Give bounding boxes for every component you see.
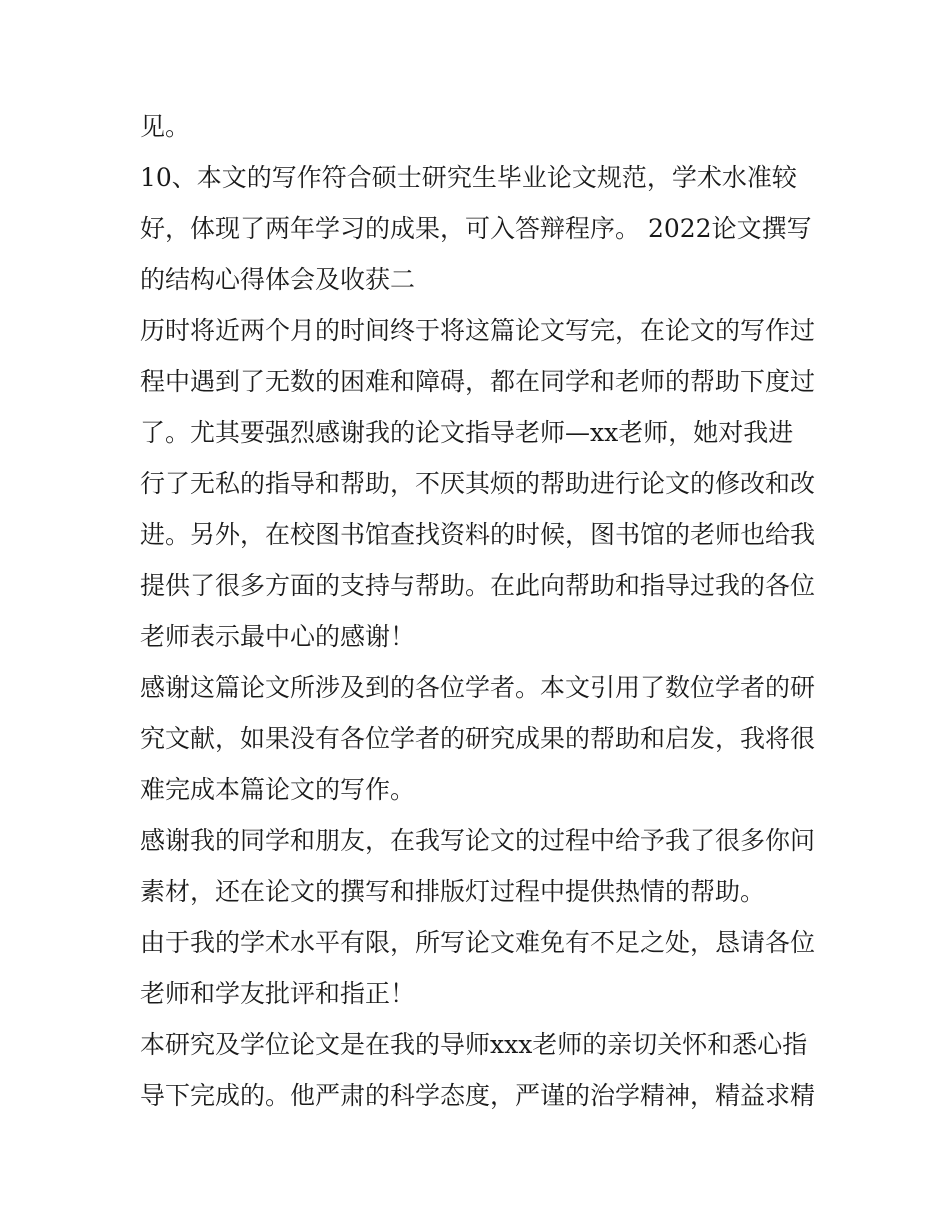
text-line: 好，体现了两年学习的成果，可入答辩程序。 2022论文撰写 <box>140 214 812 243</box>
text-line: 感谢这篇论文所涉及到的各位学者。本文引用了数位学者的研 <box>140 673 816 702</box>
text-line: 素材，还在论文的撰写和排版灯过程中提供热情的帮助。 <box>140 877 766 906</box>
text-line: 难完成本篇论文的写作。 <box>140 775 416 804</box>
text-line: 见。 <box>140 112 191 141</box>
text-line: 历时将近两个月的时间终于将这篇论文写完，在论文的写作过 <box>140 316 816 345</box>
text-line: 老师和学友批评和指正！ <box>140 979 416 1008</box>
text-line: 程中遇到了无数的困难和障碍，都在同学和老师的帮助下度过 <box>140 367 816 396</box>
text-line: 老师表示最中心的感谢！ <box>140 622 416 651</box>
text-line: 的结构心得体会及收获二 <box>140 265 416 294</box>
text-line: 本研究及学位论文是在我的导师xxx老师的亲切关怀和悉心指 <box>140 1030 808 1059</box>
text-line: 10、本文的写作符合硕士研究生毕业论文规范，学术水准较 <box>140 163 797 192</box>
document-body <box>140 101 820 1121</box>
text-line: 了。尤其要强烈感谢我的论文指导老师—xx老师，她对我进 <box>140 418 794 447</box>
text-line: 由于我的学术水平有限，所写论文难免有不足之处，恳请各位 <box>140 928 816 957</box>
text-line: 感谢我的同学和朋友，在我写论文的过程中给予我了很多你问 <box>140 826 816 855</box>
text-line: 进。另外，在校图书馆查找资料的时候，图书馆的老师也给我 <box>140 520 816 549</box>
text-line: 提供了很多方面的支持与帮助。在此向帮助和指导过我的各位 <box>140 571 816 600</box>
text-line: 行了无私的指导和帮助，不厌其烦的帮助进行论文的修改和改 <box>140 469 816 498</box>
text-line: 导下完成的。他严肃的科学态度，严谨的治学精神，精益求精 <box>140 1081 816 1110</box>
text-line: 究文献，如果没有各位学者的研究成果的帮助和启发，我将很 <box>140 724 816 753</box>
